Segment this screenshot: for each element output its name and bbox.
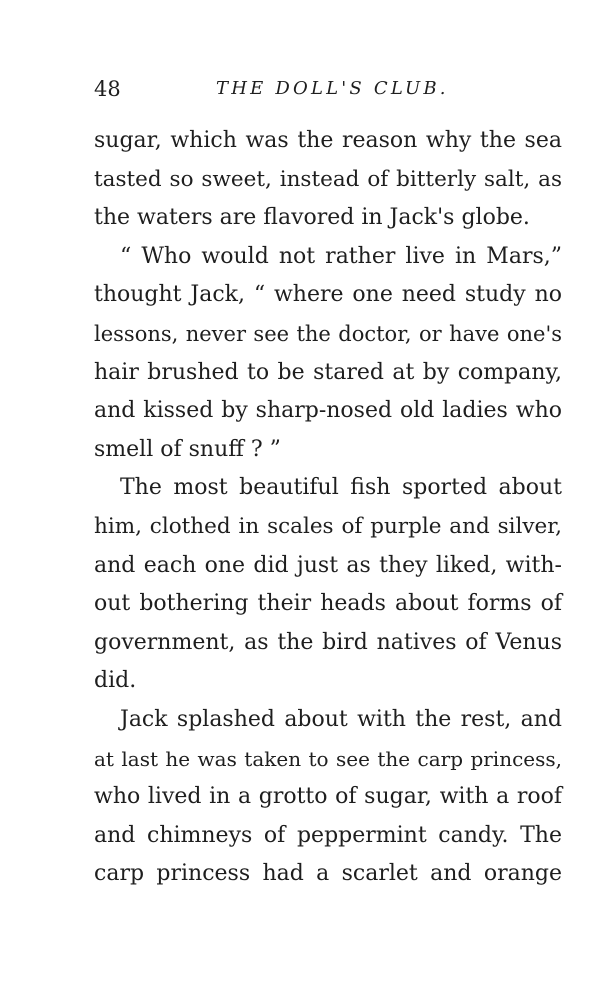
text-line: did. xyxy=(94,668,137,694)
text-line: carp princess had a scarlet and orange xyxy=(94,861,562,887)
paragraph xyxy=(94,238,562,470)
text-line: sugar, which was the reason why the sea xyxy=(94,128,562,153)
text-line: Jack splashed about with the rest, and xyxy=(120,706,562,732)
text-line: government, as the bird natives of Venus xyxy=(94,629,562,655)
running-title: THE DOLL'S CLUB. xyxy=(216,78,449,99)
text-line: him, clothed in scales of purple and silver, xyxy=(94,513,562,539)
text-line: at last he was taken to see the carp princess, xyxy=(94,746,562,771)
body-text xyxy=(94,122,562,894)
text-line: “ Who would not rather live in Mars,” xyxy=(120,243,562,269)
text-line: hair brushed to be stared at by company, xyxy=(94,359,562,385)
text-line: who lived in a grotto of sugar, with a roof xyxy=(94,784,562,810)
text-line: thought Jack, “ where one need study no xyxy=(94,282,562,308)
text-line: and chimneys of peppermint candy. The xyxy=(94,822,562,848)
text-line: the waters are flavored in Jack's globe. xyxy=(94,205,530,231)
text-line: smell of snuff ? ” xyxy=(94,436,281,462)
paragraph xyxy=(94,122,562,238)
paragraph xyxy=(94,701,562,894)
text-line: tasted so sweet, instead of bitterly salt, as xyxy=(94,166,562,192)
text-line: out bothering their heads about forms of xyxy=(94,591,562,617)
text-line: The most beautiful fish sported about xyxy=(120,475,562,501)
page-number: 48 xyxy=(94,77,121,101)
paragraph xyxy=(94,469,562,701)
running-head xyxy=(94,76,560,106)
text-line: and kissed by sharp-nosed old ladies who xyxy=(94,398,562,424)
text-line: lessons, never see the doctor, or have one's xyxy=(94,321,562,346)
text-line: and each one did just as they liked, with- xyxy=(94,552,562,578)
